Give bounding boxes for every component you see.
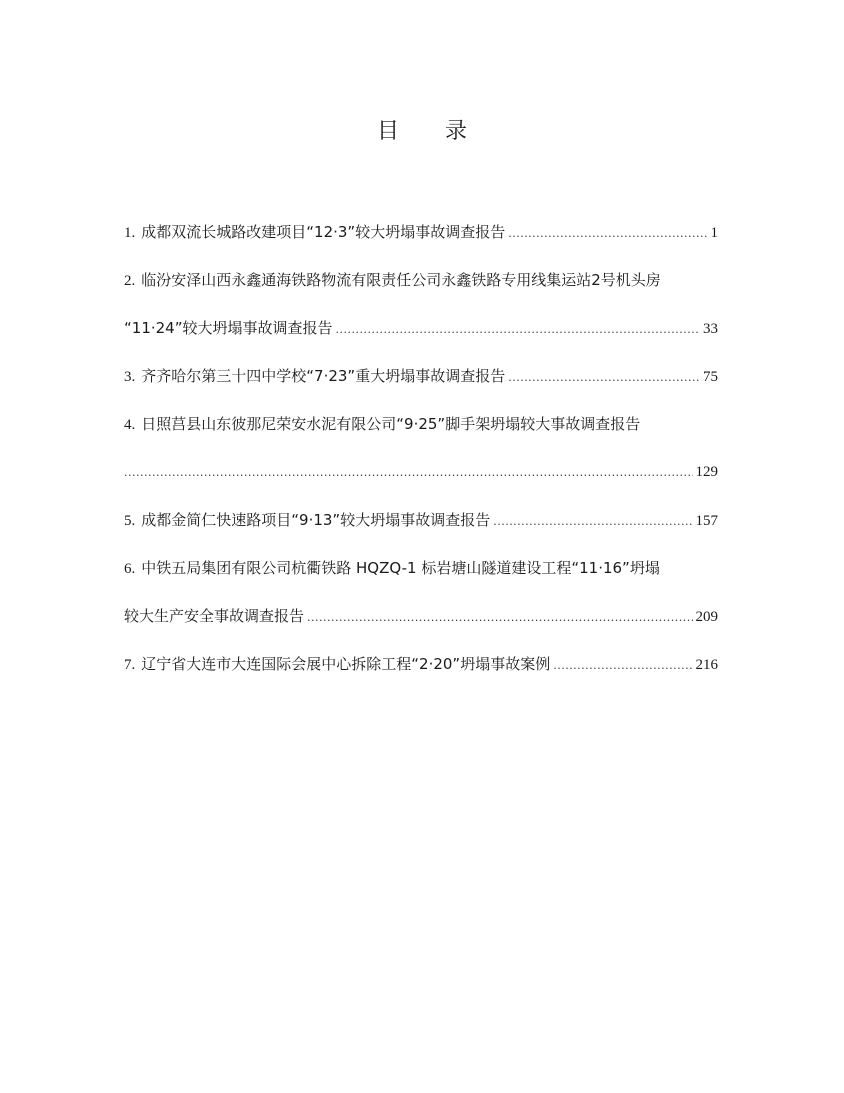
toc-entry-title: 辽宁省大连市大连国际会展中心拆除工程“2·20”坍塌事故案例: [141, 655, 551, 673]
dot-leader: [508, 354, 700, 402]
toc-entry-6[interactable]: [124, 544, 718, 592]
dot-leader: [508, 210, 707, 258]
toc-entry-number: 2.: [124, 273, 136, 289]
toc-entry-title: 齐齐哈尔第三十四中学校“7·23”重大坍塌事故调查报告: [141, 367, 506, 385]
toc-entry-page: 1: [710, 225, 718, 241]
dot-leader: [553, 642, 692, 690]
toc-title: 目 录: [376, 119, 479, 144]
toc-entry-page: 157: [695, 513, 718, 529]
toc-entry-2-continued[interactable]: [124, 304, 718, 352]
toc-entry-3[interactable]: [124, 352, 718, 400]
toc-entry-number: 5.: [124, 513, 136, 529]
toc-entry-2[interactable]: [124, 256, 718, 304]
dot-leader: [493, 498, 692, 546]
toc-entry-title: 临汾安泽山西永鑫通海铁路物流有限责任公司永鑫铁路专用线集运站2号机头房: [141, 271, 661, 289]
toc-entry-6-continued[interactable]: [124, 592, 718, 640]
dot-leader: [307, 594, 692, 642]
toc-entry-5[interactable]: [124, 496, 718, 544]
toc-entry-1[interactable]: [124, 208, 718, 256]
toc-entry-page: 33: [703, 321, 718, 337]
toc-entry-7[interactable]: [124, 640, 718, 688]
toc-entry-page: 216: [695, 657, 718, 673]
toc-entry-number: 7.: [124, 657, 136, 673]
toc-entry-title: 成都金简仁快速路项目“9·13”较大坍塌事故调查报告: [141, 511, 491, 529]
toc-entry-number: 4.: [124, 417, 136, 433]
toc-entry-title: 日照莒县山东彼那尼荣安水泥有限公司“9·25”脚手架坍塌较大事故调查报告: [141, 415, 641, 433]
dot-leader: [336, 306, 701, 354]
toc-entry-number: 3.: [124, 369, 136, 385]
toc-entry-title: 中铁五局集团有限公司杭衢铁路 HQZQ-1 标岩塘山隧道建设工程“11·16”坍塌: [141, 559, 660, 577]
toc-entry-title: 成都双流长城路改建项目“12·3”较大坍塌事故调查报告: [141, 223, 506, 241]
toc-entry-page: 209: [695, 609, 718, 625]
toc-entry-page: 75: [703, 369, 718, 385]
toc-entry-number: 1.: [124, 225, 136, 241]
toc-entry-4[interactable]: [124, 400, 718, 448]
toc-entry-title-continued: 较大生产安全事故调查报告: [124, 607, 305, 625]
toc-entry-number: 6.: [124, 561, 136, 577]
toc-entry-4-continued[interactable]: [124, 448, 718, 496]
toc-entry-title-continued: “11·24”较大坍塌事故调查报告: [124, 319, 333, 337]
table-of-contents: [124, 208, 718, 688]
toc-entry-page: 129: [695, 464, 718, 480]
dot-leader: [124, 449, 693, 497]
